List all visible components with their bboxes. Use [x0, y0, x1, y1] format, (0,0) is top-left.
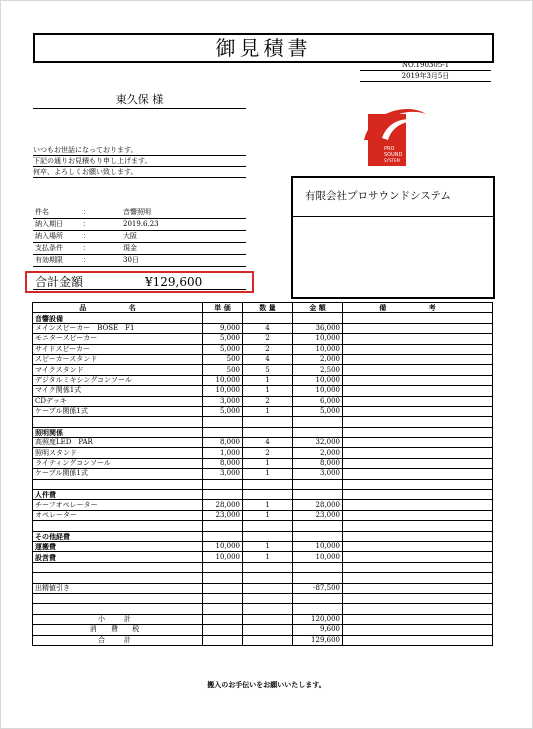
item-name: スピーカースタンド	[33, 354, 203, 364]
table-row	[33, 396, 493, 406]
item-qty: 2	[243, 448, 293, 458]
item-note	[343, 344, 493, 354]
summary-empty	[203, 635, 243, 645]
item-note	[343, 323, 493, 333]
company-name: 有限会社プロサウンドシステム	[305, 190, 451, 202]
item-name: サイドスピーカー	[33, 344, 203, 354]
summary-empty	[243, 625, 293, 635]
item-note	[343, 531, 493, 541]
company-divider	[293, 216, 493, 217]
item-note	[343, 469, 493, 479]
table-row	[33, 469, 493, 479]
info-value: 大阪	[123, 232, 137, 240]
item-amount: 36,000	[293, 323, 343, 333]
item-qty	[243, 573, 293, 583]
info-row-delivery-date	[33, 219, 246, 231]
item-unit-price: 3,000	[203, 469, 243, 479]
item-amount: 5,000	[293, 406, 343, 416]
item-note	[343, 406, 493, 416]
table-row	[33, 552, 493, 562]
header-unit-price: 単 価	[203, 303, 243, 313]
table-category-row	[33, 427, 493, 437]
item-amount: 2,000	[293, 448, 343, 458]
summary-amount: 120,000	[293, 614, 343, 624]
item-unit-price: 1,000	[203, 448, 243, 458]
item-qty	[243, 479, 293, 489]
table-row	[33, 344, 493, 354]
item-unit-price: 10,000	[203, 386, 243, 396]
item-name: 高照度LED PAR	[33, 438, 203, 448]
item-amount	[293, 604, 343, 614]
item-amount	[293, 573, 343, 583]
item-amount	[293, 531, 343, 541]
info-row-payment	[33, 243, 246, 255]
item-qty: 4	[243, 323, 293, 333]
item-qty: 4	[243, 354, 293, 364]
document-title: 御見積書	[33, 33, 494, 63]
total-value: ¥129,600	[145, 275, 203, 289]
item-amount	[293, 490, 343, 500]
info-value: 30日	[123, 256, 139, 264]
item-unit-price	[203, 313, 243, 323]
total-amount-box	[25, 271, 254, 293]
summary-row	[33, 625, 493, 635]
item-amount: 2,000	[293, 354, 343, 364]
item-unit-price	[203, 521, 243, 531]
item-name: 照明関係	[33, 427, 203, 437]
item-qty	[243, 417, 293, 427]
item-amount	[293, 593, 343, 603]
table-row	[33, 510, 493, 520]
item-note	[343, 541, 493, 551]
summary-amount: 9,600	[293, 625, 343, 635]
item-amount: 10,000	[293, 344, 343, 354]
info-label: 納入期日	[35, 220, 63, 228]
item-name: デジタルミキシングコンソール	[33, 375, 203, 385]
logo-text-sound: SOUND	[384, 152, 403, 158]
item-note	[343, 417, 493, 427]
info-sep: ：	[83, 208, 90, 216]
item-unit-price: 500	[203, 365, 243, 375]
table-row	[33, 573, 493, 583]
quote-number: NO.190305-1	[360, 60, 491, 71]
item-name: モニタースピーカー	[33, 334, 203, 344]
item-note	[343, 396, 493, 406]
item-unit-price	[203, 427, 243, 437]
item-name: 運搬費	[33, 541, 203, 551]
table-row	[33, 334, 493, 344]
item-unit-price: 5,000	[203, 344, 243, 354]
item-qty: 1	[243, 552, 293, 562]
company-box	[291, 176, 495, 299]
info-sep: ：	[83, 256, 90, 264]
summary-empty	[243, 635, 293, 645]
item-name	[33, 573, 203, 583]
summary-empty	[203, 614, 243, 624]
table-row	[33, 479, 493, 489]
item-qty	[243, 562, 293, 572]
item-qty: 4	[243, 438, 293, 448]
item-unit-price: 8,000	[203, 438, 243, 448]
item-amount: -87,500	[293, 583, 343, 593]
item-name: マイクスタンド	[33, 365, 203, 375]
info-sep: ：	[83, 232, 90, 240]
item-qty	[243, 427, 293, 437]
item-qty: 2	[243, 344, 293, 354]
greeting-line-3: 何卒、よろしくお願い致します。	[33, 167, 246, 178]
item-unit-price	[203, 531, 243, 541]
item-unit-price	[203, 479, 243, 489]
item-name: メインスピーカー BOSE F1	[33, 323, 203, 333]
total-underline	[33, 289, 246, 290]
item-name	[33, 417, 203, 427]
item-amount	[293, 521, 343, 531]
item-qty: 2	[243, 396, 293, 406]
item-name	[33, 604, 203, 614]
table-row	[33, 354, 493, 364]
item-note	[343, 479, 493, 489]
item-name: マイク関係1式	[33, 386, 203, 396]
table-row	[33, 521, 493, 531]
item-note	[343, 354, 493, 364]
item-amount: 3,000	[293, 469, 343, 479]
item-name: 設営費	[33, 552, 203, 562]
item-qty: 1	[243, 469, 293, 479]
table-row	[33, 541, 493, 551]
logo-text-pro: PRO	[384, 146, 395, 152]
items-table	[32, 302, 493, 646]
item-name: ケーブル関係1式	[33, 469, 203, 479]
item-amount	[293, 562, 343, 572]
info-value: 音響照明	[123, 208, 151, 216]
item-qty: 1	[243, 386, 293, 396]
table-row	[33, 583, 493, 593]
item-amount: 10,000	[293, 375, 343, 385]
table-row	[33, 604, 493, 614]
item-unit-price: 10,000	[203, 375, 243, 385]
item-note	[343, 438, 493, 448]
table-row	[33, 417, 493, 427]
table-row	[33, 406, 493, 416]
item-qty	[243, 490, 293, 500]
item-qty	[243, 521, 293, 531]
item-note	[343, 552, 493, 562]
summary-note	[343, 625, 493, 635]
item-name: オペレーター	[33, 510, 203, 520]
item-amount: 10,000	[293, 386, 343, 396]
item-note	[343, 334, 493, 344]
greeting-line-2: 下記の通りお見積もり申し上げます。	[33, 156, 246, 167]
item-note	[343, 448, 493, 458]
item-note	[343, 375, 493, 385]
summary-empty	[203, 625, 243, 635]
item-name: 音響設備	[33, 313, 203, 323]
total-label: 合計金額	[35, 275, 84, 289]
item-note	[343, 313, 493, 323]
item-amount: 28,000	[293, 500, 343, 510]
item-name: チーフオペレーター	[33, 500, 203, 510]
item-qty: 1	[243, 406, 293, 416]
item-amount: 8,000	[293, 458, 343, 468]
item-unit-price	[203, 604, 243, 614]
item-unit-price	[203, 417, 243, 427]
item-qty: 1	[243, 541, 293, 551]
item-name: ケーブル関係1式	[33, 406, 203, 416]
info-label: 納入場所	[35, 232, 63, 240]
item-unit-price: 5,000	[203, 334, 243, 344]
table-row	[33, 386, 493, 396]
table-row	[33, 438, 493, 448]
customer-name: 東久保 様	[33, 92, 246, 109]
info-label: 支払条件	[35, 244, 63, 252]
item-name: その他経費	[33, 531, 203, 541]
item-name: 人件費	[33, 490, 203, 500]
item-note	[343, 593, 493, 603]
info-sep: ：	[83, 244, 90, 252]
table-row	[33, 500, 493, 510]
item-amount: 32,000	[293, 438, 343, 448]
info-row-subject	[33, 207, 246, 219]
item-qty: 1	[243, 458, 293, 468]
info-value: 2019.6.23	[123, 220, 159, 228]
quote-date: 2019年3月5日	[360, 71, 491, 82]
item-name	[33, 562, 203, 572]
item-qty	[243, 531, 293, 541]
item-name: CDデッキ	[33, 396, 203, 406]
item-note	[343, 604, 493, 614]
footer-note: 搬入のお手伝いをお願いいたします。	[207, 681, 326, 689]
info-row-validity	[33, 255, 246, 267]
item-unit-price: 23,000	[203, 510, 243, 520]
header-amount: 金 額	[293, 303, 343, 313]
greeting-line-1: いつもお世話になっております。	[33, 145, 246, 156]
item-amount	[293, 417, 343, 427]
table-header-row	[33, 303, 493, 313]
item-note	[343, 500, 493, 510]
item-note	[343, 386, 493, 396]
table-category-row	[33, 313, 493, 323]
item-note	[343, 365, 493, 375]
item-name	[33, 479, 203, 489]
summary-label: 合 計	[33, 635, 203, 645]
item-amount: 10,000	[293, 552, 343, 562]
table-row	[33, 593, 493, 603]
info-label: 件名	[35, 208, 49, 216]
summary-empty	[243, 614, 293, 624]
summary-note	[343, 635, 493, 645]
item-name	[33, 521, 203, 531]
item-unit-price	[203, 593, 243, 603]
table-row	[33, 323, 493, 333]
item-qty: 1	[243, 375, 293, 385]
item-unit-price: 500	[203, 354, 243, 364]
item-note	[343, 573, 493, 583]
info-value: 現金	[123, 244, 137, 252]
table-row	[33, 448, 493, 458]
item-note	[343, 458, 493, 468]
table-category-row	[33, 490, 493, 500]
item-note	[343, 562, 493, 572]
item-qty	[243, 583, 293, 593]
header-name: 品 名	[33, 303, 203, 313]
item-unit-price: 9,000	[203, 323, 243, 333]
table-category-row	[33, 531, 493, 541]
item-unit-price: 5,000	[203, 406, 243, 416]
item-qty: 1	[243, 510, 293, 520]
item-amount: 10,000	[293, 541, 343, 551]
item-unit-price	[203, 562, 243, 572]
item-name	[33, 593, 203, 603]
item-amount: 10,000	[293, 334, 343, 344]
table-row	[33, 458, 493, 468]
item-name: 照明スタンド	[33, 448, 203, 458]
item-qty	[243, 593, 293, 603]
item-unit-price: 28,000	[203, 500, 243, 510]
logo-text-system: SYSTEM	[384, 158, 400, 163]
table-row	[33, 562, 493, 572]
item-name: 出精値引き	[33, 583, 203, 593]
item-note	[343, 490, 493, 500]
summary-row	[33, 614, 493, 624]
item-unit-price: 3,000	[203, 396, 243, 406]
item-unit-price: 8,000	[203, 458, 243, 468]
item-amount	[293, 479, 343, 489]
summary-row	[33, 635, 493, 645]
item-unit-price	[203, 490, 243, 500]
info-row-delivery-place	[33, 231, 246, 243]
item-note	[343, 427, 493, 437]
item-unit-price	[203, 583, 243, 593]
item-note	[343, 510, 493, 520]
item-unit-price: 10,000	[203, 541, 243, 551]
info-sep: ：	[83, 220, 90, 228]
item-note	[343, 521, 493, 531]
item-unit-price	[203, 573, 243, 583]
header-note: 備 考	[343, 303, 493, 313]
info-label: 有効期限	[35, 256, 63, 264]
item-qty	[243, 604, 293, 614]
item-amount	[293, 313, 343, 323]
item-qty: 1	[243, 500, 293, 510]
item-note	[343, 583, 493, 593]
summary-label: 小 計	[33, 614, 203, 624]
item-qty	[243, 313, 293, 323]
item-unit-price: 10,000	[203, 552, 243, 562]
item-amount: 6,000	[293, 396, 343, 406]
header-qty: 数 量	[243, 303, 293, 313]
summary-label: 消 費 税	[33, 625, 203, 635]
company-logo	[360, 100, 430, 168]
table-row	[33, 375, 493, 385]
table-row	[33, 365, 493, 375]
item-amount: 2,500	[293, 365, 343, 375]
summary-amount: 129,600	[293, 635, 343, 645]
item-qty: 2	[243, 334, 293, 344]
item-qty: 5	[243, 365, 293, 375]
item-name: ライティングコンソール	[33, 458, 203, 468]
item-amount	[293, 427, 343, 437]
item-amount: 23,000	[293, 510, 343, 520]
summary-note	[343, 614, 493, 624]
